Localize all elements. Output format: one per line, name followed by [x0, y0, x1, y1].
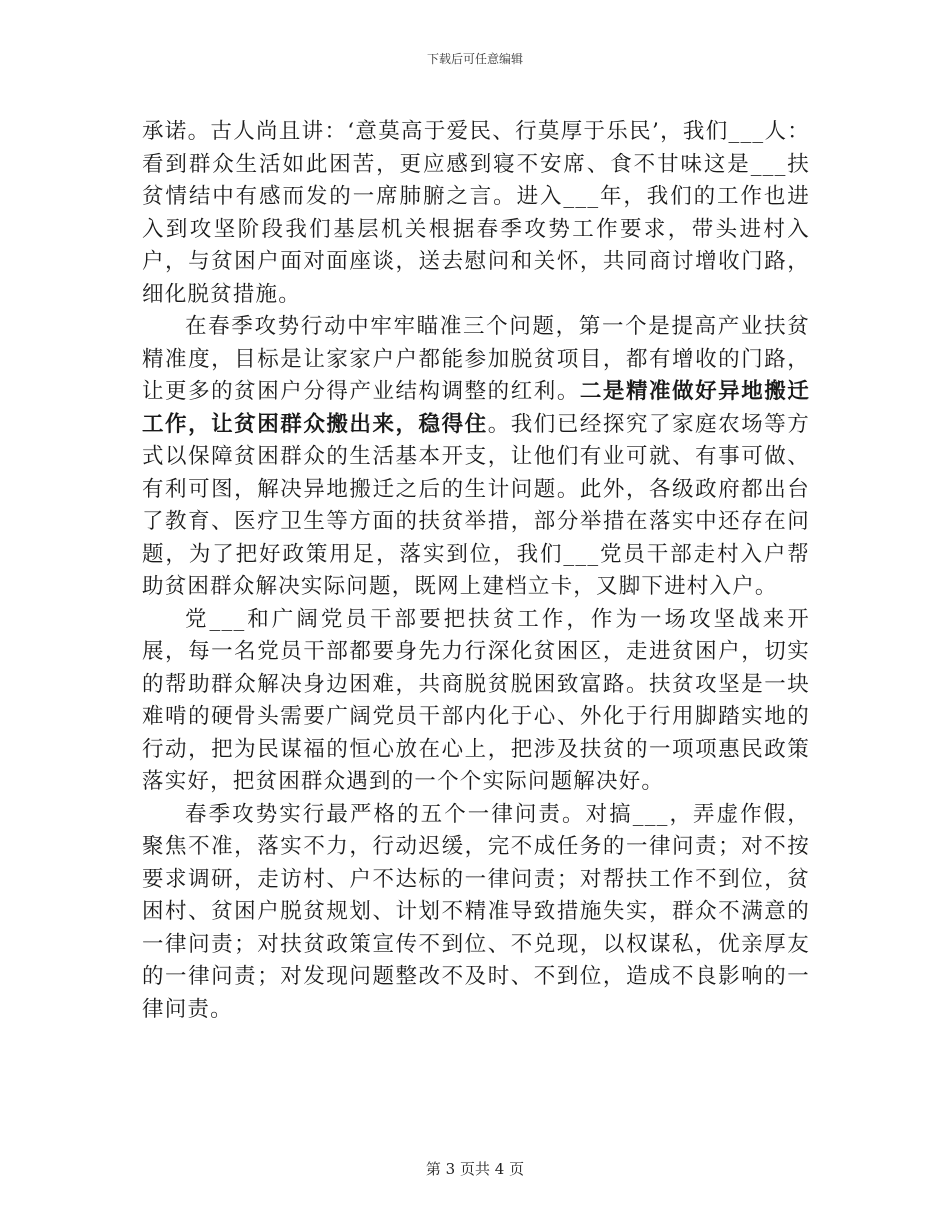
page-footer: 第 3 页共 4 页 — [425, 1160, 525, 1178]
paragraph-4: 春季攻势实行最严格的五个一律问责。对搞___，弄虚作假，聚焦不准，落实不力，行动迟缓，完不成任务的一律问责；对不按要求调研，走访村、户不达标的一律问责；对帮扶工作不到位，贫困村、贫困户脱贫规划、计划不精准导致措施失实，群众不满意的一律问责；对扶贫政策宣传不到位、不兑现，以权谋私，优亲厚友的一律问责；对发现问题整改不及时、不到位，造成不良影响的一律问责。 — [142, 801, 810, 1022]
paragraph-2-bold-text: 二是精准做好异地搬迁工作，让贫困群众搬出来，稳得住 — [142, 379, 810, 437]
paragraph-1: 承诺。古人尚且讲：‘意莫高于爱民、行莫厚于乐民’，我们___人：看到群众生活如此困苦，更应感到寝不安席、食不甘味这是___扶贫情结中有感而发的一席肺腑之言。进入___年，我们的工作也进入到攻坚阶段我们基层机关根据春季攻势工作要求，带头进村入户，与贫困户面对面座谈，送去慰问和关怀，共同商讨增收门路，细化脱贫措施。 — [142, 119, 810, 307]
paragraph-2-text-after: 。我们已经探究了家庭农场等方式以保障贫困群众的生活基本开支，让他们有业可就、有事可做、有利可图，解决异地搬迁之后的生计问题。此外，各级政府都出台了教育、医疗卫生等方面的扶贫举措，部分举措在落实中还存在问题，为了把好政策用足，落实到位，我们___党员干部走村入户帮助贫困群众解决实际问题，既网上建档立卡，又脚下进村入户。 — [142, 411, 810, 599]
page-header: 下载后可任意编辑 — [426, 52, 523, 66]
paragraph-3: 党___和广阔党员干部要把扶贫工作，作为一场攻坚战来开展，每一名党员干部都要身先力行深化贫困区，走进贫困户，切实的帮助群众解决身边困难，共商脱贫脱困致富路。扶贫攻坚是一块难啃的硬骨头需要广阔党员干部内化于心、外化于行用脚踏实地的行动，把为民谋福的恒心放在心上，把涉及扶贫的一项项惠民政策落实好，把贫困群众遇到的一个个实际问题解决好。 — [142, 606, 810, 794]
document-body — [142, 116, 810, 1026]
paragraph-2-text-before: 在春季攻势行动中牢牢瞄准三个问题，第一个是提高产业扶贫精准度，目标是让家家户户都能参加脱贫项目，都有增收的门路，让更多的贫困户分得产业结构调整的红利。 — [142, 314, 810, 404]
paragraph-2 — [142, 311, 810, 604]
